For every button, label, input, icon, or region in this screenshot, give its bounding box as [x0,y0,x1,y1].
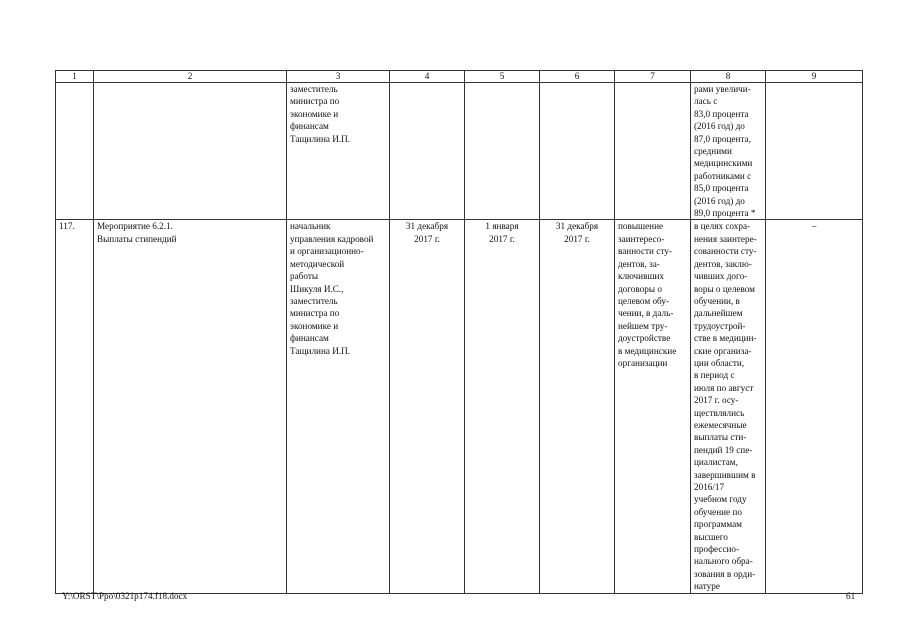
column-number-row [56,71,863,83]
column-number: 9 [766,71,863,83]
actual-start-cell: 1 января 2017 г. [465,220,540,593]
table-row [56,220,863,593]
column-number: 8 [691,71,766,83]
column-number: 1 [56,71,94,83]
event-cell: Мероприятие 6.2.1. Выплаты стипендий [94,220,287,593]
planned-start-cell: 31 декабря 2017 г. [390,220,465,593]
planned-start-cell [390,83,465,220]
column-number: 4 [390,71,465,83]
planned-end-cell: 31 декабря 2017 г. [540,220,615,593]
note-cell [766,83,863,220]
row-number-cell [56,83,94,220]
report-table [55,70,863,594]
table-row [56,83,863,220]
note-cell: – [766,220,863,593]
column-number: 2 [94,71,287,83]
event-cell [94,83,287,220]
page-number: 61 [846,591,856,601]
responsible-cell: начальник управления кадровой и организационно- методической работы Шикуля И.С., заместитель министра по экономике и финансам Тащилина И.П. [287,220,390,593]
responsible-cell: заместитель министра по экономике и финансам Тащилина И.П. [287,83,390,220]
actual-start-cell [465,83,540,220]
expected-result-cell [615,83,691,220]
column-number: 7 [615,71,691,83]
column-number: 3 [287,71,390,83]
actual-result-cell: в целях сохра- нения заинтере- сованности сту- дентов, заклю- чивших дого- воры о целевом обучении, в дальнейшем трудоустрой- стве в медицин- ские организа- ции области, в период с июля по август 2017 г. осу- ществлялись ежемесячные выплаты сти- пендий 19 спе- циалистам, завершившим в 2016/17 учебном году обучение по программам высшего профессио- нального обра- зования в орди- натуре [691,220,766,593]
row-number-cell: 117. [56,220,94,593]
column-number: 5 [465,71,540,83]
footer-file-path: Y:\ORST\Ppo\0321p174.f18.docx [62,591,188,601]
planned-end-cell [540,83,615,220]
actual-result-cell: рами увеличи- лась с 83,0 процента (2016 год) до 87,0 процента, средними медицинскими работниками с 85,0 процента (2016 год) до 89,0 процента * [691,83,766,220]
column-number: 6 [540,71,615,83]
expected-result-cell: повышение заинтересо- ванности сту- дентов, за- ключивших договоры о целевом обу- чении, в даль- нейшем тру- доустройстве в медицинские организации [615,220,691,593]
